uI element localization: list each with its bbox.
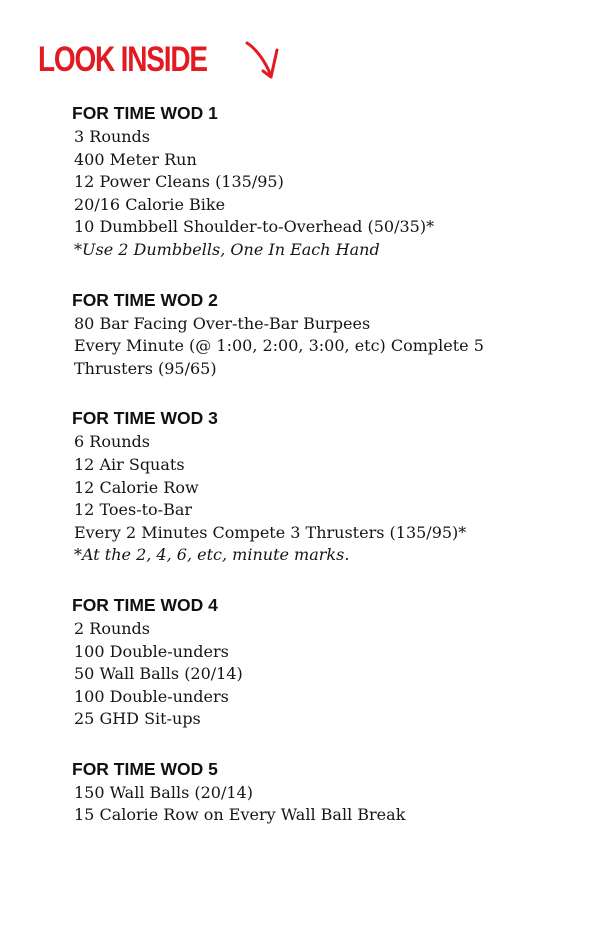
- wod-line: 10 Dumbbell Shoulder-to-Overhead (50/35)*: [74, 217, 435, 237]
- wod-line: 150 Wall Balls (20/14): [74, 782, 253, 802]
- wod-line: 20/16 Calorie Bike: [74, 194, 226, 214]
- wod-section: [72, 101, 582, 262]
- wod-line: 25 GHD Sit-ups: [74, 709, 201, 729]
- wod-title: FOR TIME WOD 1: [72, 103, 218, 123]
- wod-line: Every 2 Minutes Compete 3 Thrusters (135/95)*: [74, 522, 467, 542]
- wod-line: 12 Toes-to-Bar: [74, 500, 193, 520]
- wod-line: 12 Power Cleans (135/95): [74, 172, 284, 192]
- wod-note: *At the 2, 4, 6, etc, minute marks.: [74, 545, 350, 565]
- wod-line: 100 Double-unders: [74, 641, 229, 661]
- wod-line: 3 Rounds: [74, 127, 151, 146]
- wod-section: [72, 288, 582, 381]
- wod-line: 50 Wall Balls (20/14): [74, 664, 243, 684]
- wod-list: [72, 101, 582, 853]
- wod-line: Every Minute (@ 1:00, 2:00, 3:00, etc) Complete 5: [74, 336, 484, 356]
- wod-line: Thrusters (95/65): [74, 358, 217, 378]
- wod-line: 15 Calorie Row on Every Wall Ball Break: [74, 805, 406, 825]
- wod-title: FOR TIME WOD 2: [72, 289, 218, 310]
- banner-title: LOOK INSIDE: [38, 40, 207, 79]
- wod-line: 100 Double-unders: [74, 686, 229, 706]
- curved-arrow-down-icon: [233, 40, 289, 84]
- wod-line: 400 Meter Run: [74, 149, 197, 169]
- wod-title: FOR TIME WOD 5: [72, 758, 218, 779]
- wod-line: 2 Rounds: [74, 618, 151, 638]
- wod-title: FOR TIME WOD 4: [72, 594, 218, 615]
- wod-section: [72, 406, 582, 567]
- wod-line: 80 Bar Facing Over-the-Bar Burpees: [74, 313, 371, 333]
- wod-section: [72, 593, 582, 731]
- wod-note: *Use 2 Dumbbells, One In Each Hand: [74, 239, 380, 259]
- wod-line: 6 Rounds: [74, 432, 151, 452]
- wod-line: 12 Calorie Row: [74, 477, 199, 497]
- wod-line: 12 Air Squats: [74, 454, 185, 474]
- look-inside-banner: [38, 38, 249, 82]
- wod-title: FOR TIME WOD 3: [72, 408, 218, 429]
- wod-section: [72, 757, 582, 827]
